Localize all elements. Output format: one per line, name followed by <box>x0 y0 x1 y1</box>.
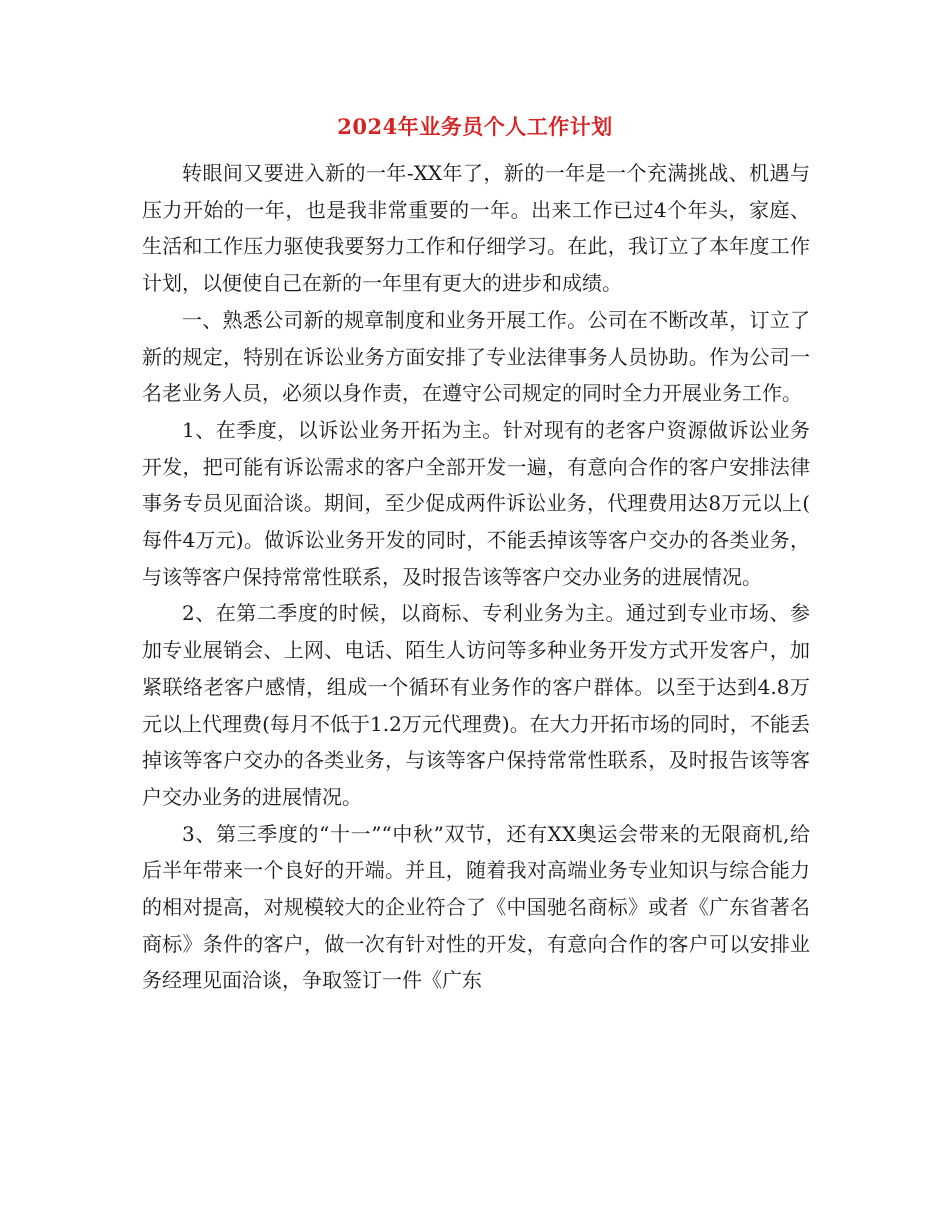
paragraph-item-three: 3、第三季度的“十一”“中秋”双节，还有XX奥运会带来的无限商机,给后半年带来一个良好的开端。并且，随着我对高端业务专业知识与综合能力的相对提高，对规模较大的企业符合了《中国驰名商标》或者《广东省著名商标》条件的客户，做一次有针对性的开发，有意向合作的客户可以安排业务经理见面洽谈，争取签订一件《广东 <box>142 821 810 993</box>
paragraph-item-two: 2、在第二季度的时候，以商标、专利业务为主。通过到专业市场、参加专业展销会、上网、电话、陌生人访问等多种业务开发方式开发客户，加紧联络老客户感情，组成一个循环有业务作的客户群体。以至于达到4.8万元以上代理费(每月不低于1.2万元代理费)。在大力开拓市场的同时，不能丢掉该等客户交办的各类业务，与该等客户保持常常性联系，及时报告该等客户交办业务的进展情况。 <box>142 601 810 809</box>
document-body <box>142 155 810 999</box>
paragraph-intro: 转眼间又要进入新的一年-XX年了，新的一年是一个充满挑战、机遇与压力开始的一年，也是我非常重要的一年。出来工作已过4个年头，家庭、生活和工作压力驱使我要努力工作和仔细学习。在此，我订立了本年度工作计划，以便使自己在新的一年里有更大的进步和成绩。 <box>142 161 810 296</box>
document-title: 2024年业务员个人工作计划 <box>337 114 613 139</box>
paragraph-section-one: 一、熟悉公司新的规章制度和业务开展工作。公司在不断改革，订立了新的规定，特别在诉讼业务方面安排了专业法律事务人员协助。作为公司一名老业务人员，必须以身作责，在遵守公司规定的同时全力开展业务工作。 <box>142 307 810 406</box>
paragraph-item-one: 1、在季度，以诉讼业务开拓为主。针对现有的老客户资源做诉讼业务开发，把可能有诉讼需求的客户全部开发一遍，有意向合作的客户安排法律事务专员见面洽谈。期间，至少促成两件诉讼业务，代理费用达8万元以上(每件4万元)。做诉讼业务开发的同时，不能丢掉该等客户交办的各类业务，与该等客户保持常常性联系，及时报告该等客户交办业务的进展情况。 <box>142 417 810 589</box>
